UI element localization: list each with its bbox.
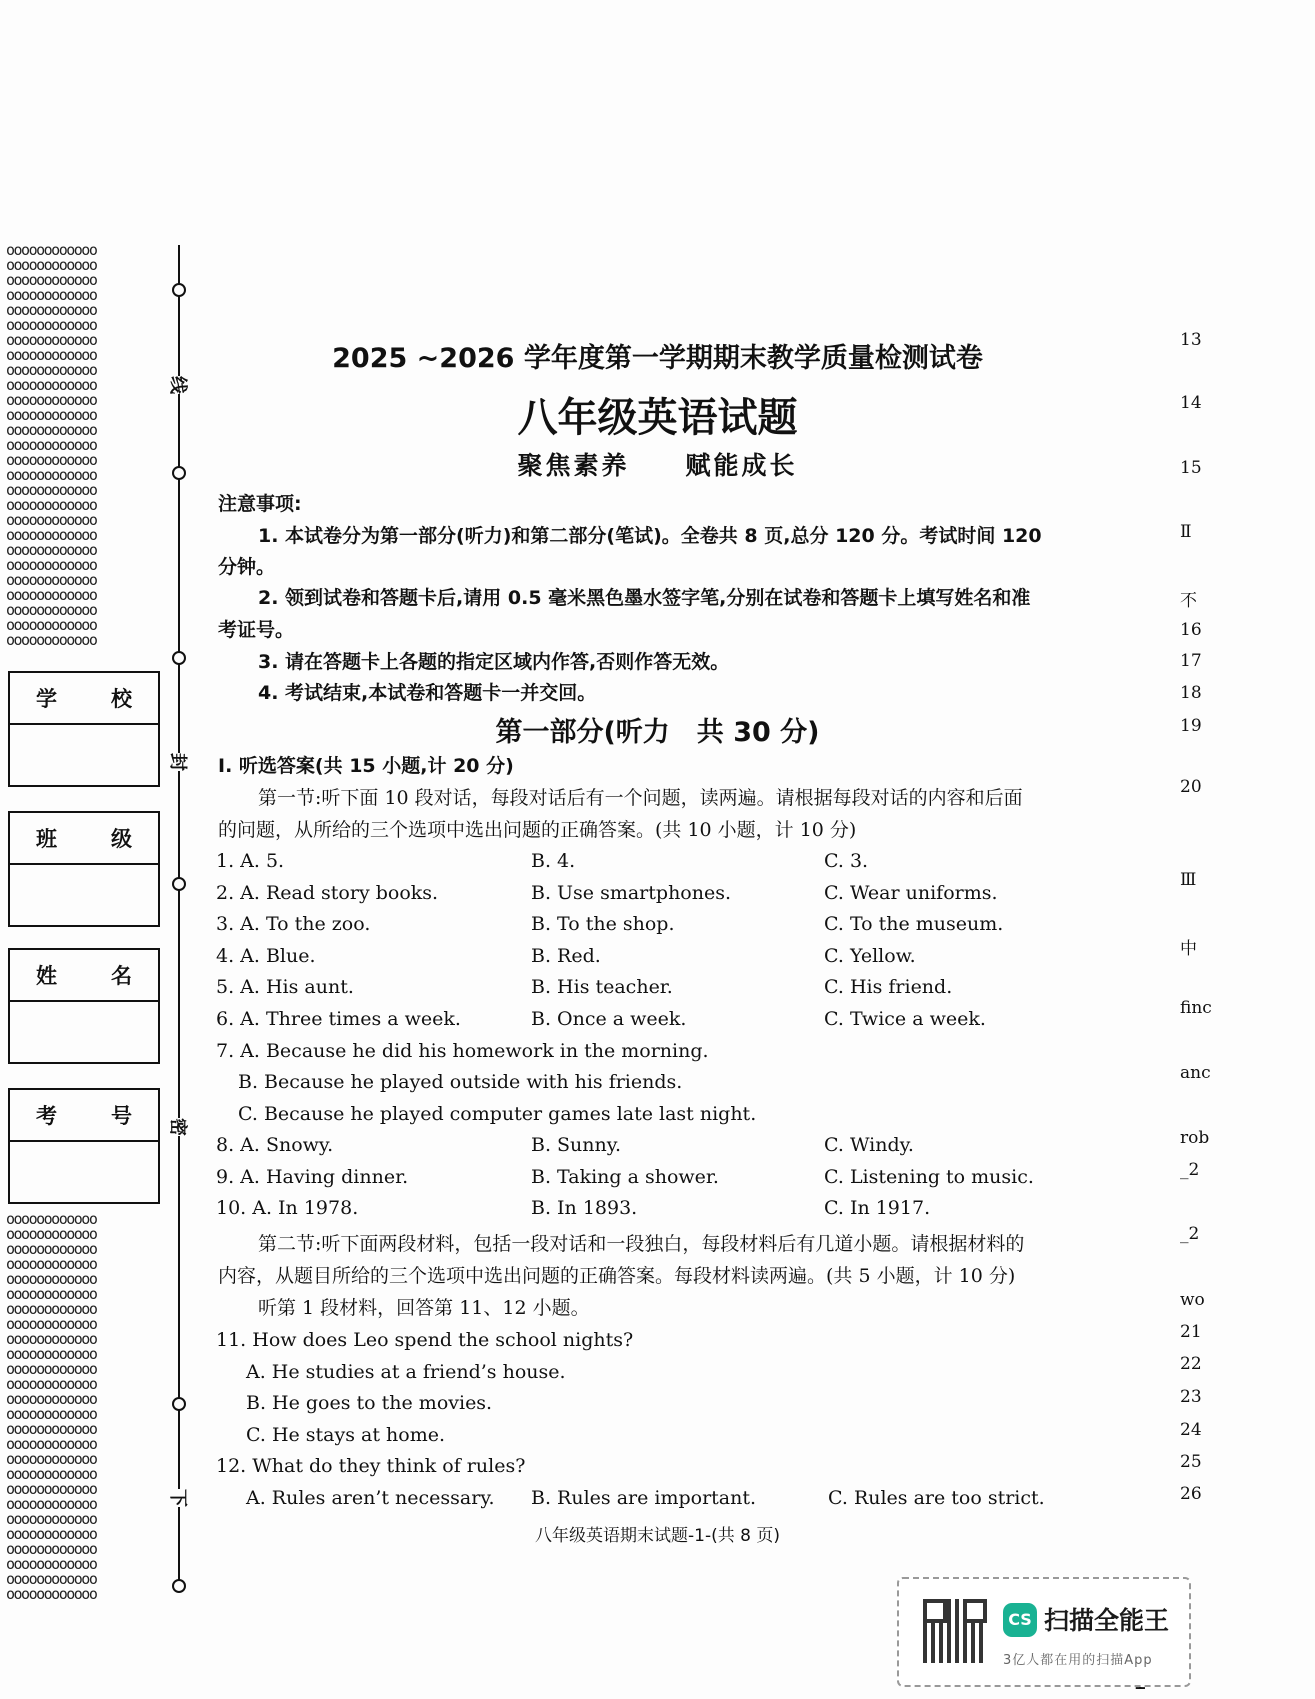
q11-option-a[interactable]: A. He studies at a friend’s house.: [246, 1361, 566, 1383]
q4-option-a[interactable]: 4. A. Blue.: [216, 945, 316, 967]
edge-text: Ⅲ: [1180, 870, 1197, 890]
slogan: [0, 446, 1315, 482]
q11-stem: 11. How does Leo spend the school nights?: [216, 1329, 634, 1351]
q1-option-c[interactable]: C. 3.: [824, 850, 869, 872]
q11-option-b[interactable]: B. He goes to the movies.: [246, 1392, 493, 1414]
edge-text: 17: [1180, 651, 1202, 671]
edge-text: 不: [1180, 591, 1197, 611]
q5-option-a[interactable]: 5. A. His aunt.: [216, 976, 354, 998]
edge-text: 23: [1180, 1387, 1202, 1407]
q12-option-b[interactable]: B. Rules are important.: [531, 1487, 757, 1509]
q4-option-b[interactable]: B. Red.: [531, 945, 601, 967]
binding-ring: [172, 877, 186, 891]
edge-text: 20: [1180, 777, 1202, 797]
binding-ring: [172, 651, 186, 665]
exam-number-label-2: 号: [111, 1104, 132, 1128]
edge-text: 13: [1180, 330, 1202, 350]
subject-title: 八年级英语试题: [517, 395, 798, 441]
q10-option-c[interactable]: C. In 1917.: [824, 1197, 931, 1219]
edge-text: wo: [1180, 1290, 1205, 1310]
edge-text: 14: [1180, 393, 1202, 413]
name-field[interactable]: [8, 948, 160, 1064]
binding-ring: [172, 1579, 186, 1593]
q6-option-a[interactable]: 6. A. Three times a week.: [216, 1008, 461, 1030]
s2-listen-instruction: 听第 1 段材料，回答第 11、12 小题。: [258, 1297, 590, 1319]
edge-text: Ⅱ: [1180, 522, 1192, 542]
edge-text: _2: [1180, 1224, 1200, 1244]
edge-text: anc: [1180, 1063, 1211, 1083]
q8-option-b[interactable]: B. Sunny.: [531, 1134, 622, 1156]
cut-label-secret: 密: [167, 1118, 188, 1136]
notes-item-1: 1. 本试卷分为第一部分(听力)和第二部分(笔试)。全卷共 8 页,总分 120 分。考试时间 120: [258, 525, 1042, 547]
q5-option-b[interactable]: B. His teacher.: [531, 976, 673, 998]
q6-option-c[interactable]: C. Twice a week.: [824, 1008, 986, 1030]
cut-label-seal: 封: [167, 753, 188, 771]
q7-option-a[interactable]: 7. A. Because he did his homework in the morning.: [216, 1040, 709, 1062]
edge-text: 中: [1180, 939, 1197, 959]
camscanner-logo-icon: CS: [1003, 1603, 1037, 1637]
s1-intro-cont: 的问题，从所给的三个选项中选出问题的正确答案。(共 10 小题，计 10 分): [218, 819, 857, 841]
edge-text: 15: [1180, 458, 1202, 478]
notes-item-4: 4. 考试结束,本试卷和答题卡一并交回。: [258, 682, 597, 704]
q5-option-c[interactable]: C. His friend.: [824, 976, 953, 998]
edge-text: finc: [1180, 998, 1212, 1018]
q2-option-b[interactable]: B. Use smartphones.: [531, 882, 732, 904]
page-footer: 八年级英语期末试题-1-(共 8 页): [535, 1526, 780, 1546]
school-label-1: 学: [36, 687, 57, 711]
watermark-brand: 扫描全能王: [1044, 1606, 1170, 1635]
q11-option-c[interactable]: C. He stays at home.: [246, 1424, 446, 1446]
notes-item-2: 2. 领到试卷和答题卡后,请用 0.5 毫米黑色墨水签字笔,分别在试卷和答题卡上填写姓名和准: [258, 587, 1031, 609]
school-label-2: 校: [111, 687, 132, 711]
q8-option-c[interactable]: C. Windy.: [824, 1134, 914, 1156]
s2-intro-cont: 内容，从题目所给的三个选项中选出问题的正确答案。每段材料读两遍。(共 5 小题，计 10 分): [218, 1265, 1016, 1287]
scanner-watermark: [897, 1577, 1191, 1687]
section1-title: Ⅰ. 听选答案(共 15 小题,计 20 分): [218, 755, 514, 777]
edge-text: 21: [1180, 1322, 1202, 1342]
edge-text: rob: [1180, 1128, 1210, 1148]
q12-option-c[interactable]: C. Rules are too strict.: [828, 1487, 1045, 1509]
edge-text: 18: [1180, 683, 1202, 703]
notes-item-2-cont: 考证号。: [218, 619, 295, 641]
notes-item-1-cont: 分钟。: [218, 556, 276, 578]
dot-pattern-top: oooooooooooo oooooooooooo oooooooooooo oooooooooooo oooooooooooo oooooooooooo oooooooooooo oooooooooooo oooooooooooo oooooooooooo oooooooooooo oooooooooooo oooooooooooo oooooooooooo oooooooooooo oooooooooooo oooooooooooo oooooooooooo oooooooooooo oooooooooooo oooooooooooo oooooooooooo oooooooooooo oooooooooooo oooooooooooo oooooooooooo oooooooooooo: [6, 241, 97, 649]
q1-option-b[interactable]: B. 4.: [531, 850, 576, 872]
s1-intro: 第一节:听下面 10 段对话，每段对话后有一个问题，读两遍。请根据每段对话的内容和后面: [258, 787, 1023, 809]
exam-title: 2025 ~2026 学年度第一学期期末教学质量检测试卷: [332, 343, 983, 374]
edge-text: 25: [1180, 1452, 1202, 1472]
cut-label-line: 线: [167, 376, 188, 394]
part1-title: 第一部分(听力 共 30 分): [495, 717, 820, 748]
class-label-2: 级: [111, 827, 132, 851]
edge-text: 19: [1180, 716, 1202, 736]
slogan-left: 聚焦素养: [517, 451, 630, 480]
q3-option-a[interactable]: 3. A. To the zoo.: [216, 913, 371, 935]
q2-option-c[interactable]: C. Wear uniforms.: [824, 882, 998, 904]
edge-text: 16: [1180, 620, 1202, 640]
binding-ring: [172, 283, 186, 297]
class-label-1: 班: [36, 827, 57, 851]
edge-text: 26: [1180, 1484, 1202, 1504]
qr-code-icon: [923, 1599, 987, 1663]
q8-option-a[interactable]: 8. A. Snowy.: [216, 1134, 334, 1156]
q9-option-a[interactable]: 9. A. Having dinner.: [216, 1166, 409, 1188]
cut-label-below: 下: [167, 1489, 188, 1507]
q7-option-b[interactable]: B. Because he played outside with his friends.: [238, 1071, 683, 1093]
q9-option-b[interactable]: B. Taking a shower.: [531, 1166, 719, 1188]
q6-option-b[interactable]: B. Once a week.: [531, 1008, 687, 1030]
q10-option-a[interactable]: 10. A. In 1978.: [216, 1197, 359, 1219]
exam-number-label-1: 考: [36, 1104, 57, 1128]
q3-option-b[interactable]: B. To the shop.: [531, 913, 675, 935]
notes-title: 注意事项:: [218, 493, 302, 515]
s2-intro: 第二节:听下面两段材料，包括一段对话和一段独白，每段材料后有几道小题。请根据材料的: [258, 1233, 1025, 1255]
q2-option-a[interactable]: 2. A. Read story books.: [216, 882, 439, 904]
name-label-2: 名: [111, 964, 132, 988]
q12-option-a[interactable]: A. Rules aren’t necessary.: [246, 1487, 495, 1509]
q4-option-c[interactable]: C. Yellow.: [824, 945, 916, 967]
notes-item-3: 3. 请在答题卡上各题的指定区域内作答,否则作答无效。: [258, 651, 730, 673]
dot-pattern-bottom: oooooooooooo oooooooooooo oooooooooooo oooooooooooo oooooooooooo oooooooooooo oooooooooooo oooooooooooo oooooooooooo oooooooooooo oooooooooooo oooooooooooo oooooooooooo oooooooooooo oooooooooooo oooooooooooo oooooooooooo oooooooooooo oooooooooooo oooooooooooo oooooooooooo oooooooooooo oooooooooooo oooooooooooo oooooooooooo oooooooooooo: [6, 1210, 97, 1603]
q3-option-c[interactable]: C. To the museum.: [824, 913, 1004, 935]
q7-option-c[interactable]: C. Because he played computer games late last night.: [238, 1103, 757, 1125]
exam-number-field[interactable]: [8, 1088, 160, 1204]
slogan-right: 赋能成长: [685, 451, 798, 480]
class-field[interactable]: [8, 811, 160, 927]
q9-option-c[interactable]: C. Listening to music.: [824, 1166, 1034, 1188]
q1-option-a[interactable]: 1. A. 5.: [216, 850, 285, 872]
edge-text: _2: [1180, 1160, 1200, 1180]
edge-text: 24: [1180, 1420, 1202, 1440]
edge-text: 22: [1180, 1354, 1202, 1374]
q10-option-b[interactable]: B. In 1893.: [531, 1197, 638, 1219]
binding-ring: [172, 1397, 186, 1411]
watermark-tagline: 3亿人都在用的扫描App: [1003, 1653, 1153, 1668]
q12-stem: 12. What do they think of rules?: [216, 1455, 526, 1477]
name-label-1: 姓: [36, 964, 57, 988]
